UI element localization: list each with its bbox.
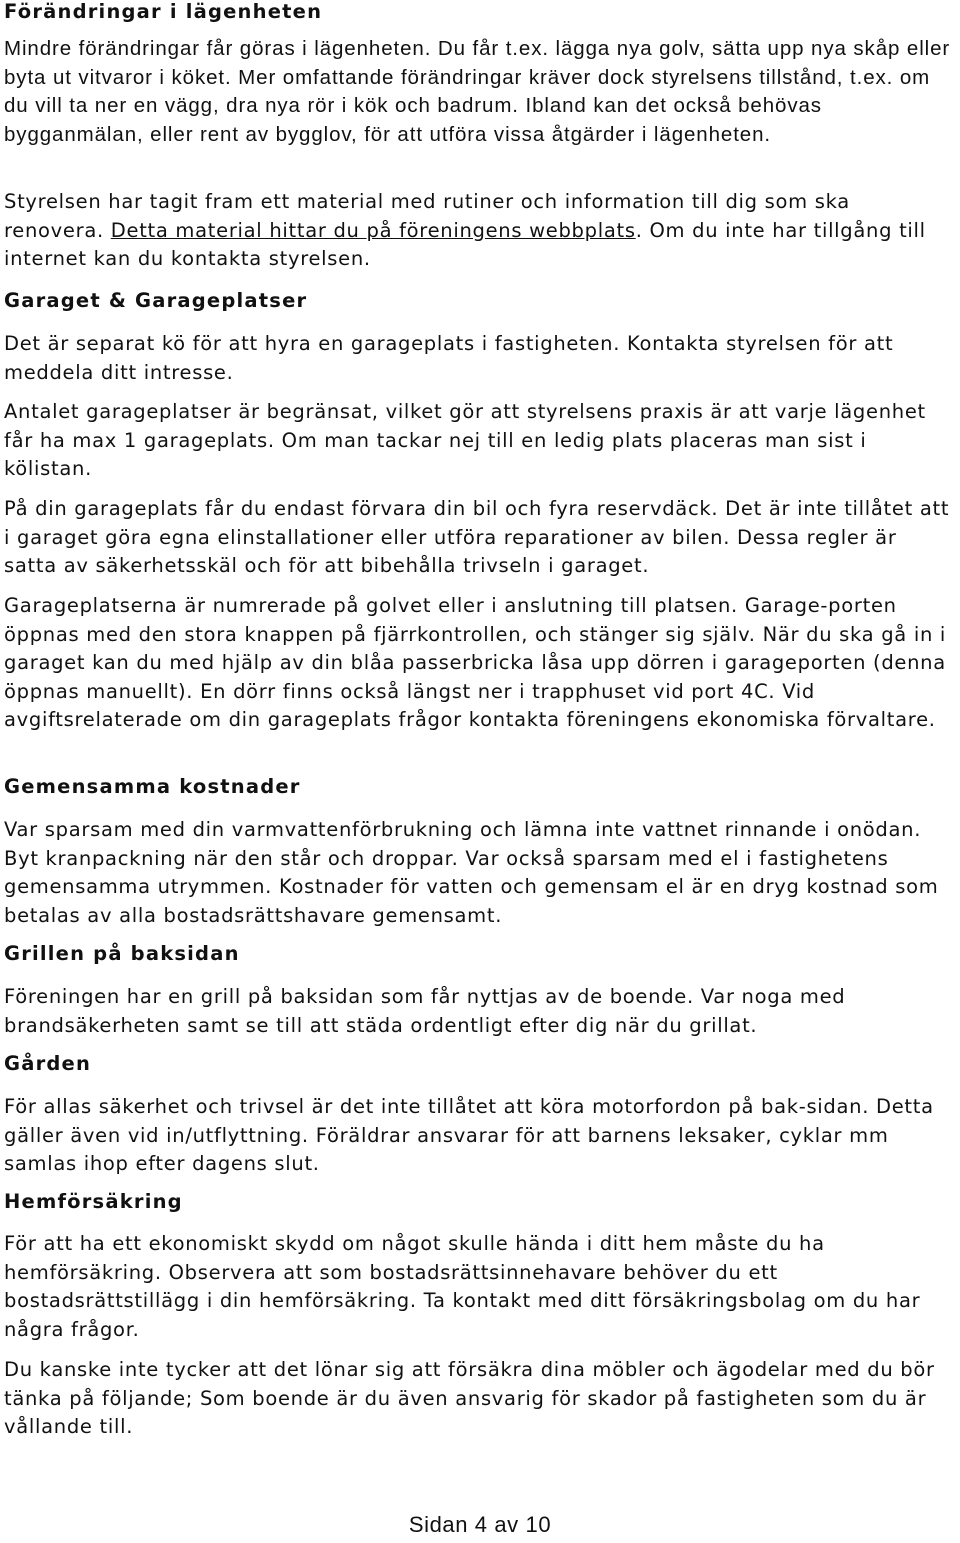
- heading-garage: Garaget & Garageplatser: [4, 289, 308, 312]
- heading-insurance: Hemförsäkring: [4, 1190, 183, 1213]
- changes-paragraph-2: [4, 188, 956, 274]
- changes-paragraph-2-start: Styrelsen har tagit fram ett material med rutiner och information till dig som ska renovera.: [4, 190, 850, 242]
- grill-paragraph-1: Föreningen har en grill på baksidan som får nyttjas av de boende. Var noga med brandsäkerheten samt se till att städa ordentligt efter dig när du grillat.: [4, 985, 846, 1037]
- insurance-paragraph-1: För att ha ett ekonomiskt skydd om något skulle hända i ditt hem måste du ha hemförsäkring. Observera att som bostadsrättsinnehavare behöver du ett bostadsrättstillägg i din hemförsäkring. Ta kontakt med ditt försäkringsbolag om du har några frågor.: [4, 1232, 921, 1341]
- garage-paragraph-2: Antalet garageplatser är begränsat, vilket gör att styrelsens praxis är att varje lägenhet får ha max 1 garageplats. Om man tackar nej till en ledig plats placeras man sist i kölistan.: [4, 400, 926, 480]
- costs-paragraph-1: Var sparsam med din varmvattenförbrukning och lämna inte vattnet rinnande i onödan. Byt kranpackning när den står och droppar. Var också sparsam med el i fastighetens gemensamma utrymmen. Kostnader för vatten och gemensam el är en dryg kostnad som betalas av alla bostadsrättshavare gemensamt.: [4, 818, 939, 927]
- changes-paragraph-block: [4, 35, 956, 149]
- heading-yard: Gården: [4, 1052, 92, 1075]
- website-link[interactable]: Detta material hittar du på föreningens webbplats: [110, 218, 636, 242]
- garage-paragraph-4: Garageplatserna är numrerade på golvet eller i anslutning till platsen. Garage-porten öppnas med den stora knappen på fjärrkontrollen, och stänger sig själv. När du ska gå in i garaget kan du med hjälp av din blåa passerbricka låsa upp dörren i garageporten (denna öppnas manuellt). En dörr finns också längst ner i trapphuset vid port 4C. Vid avgiftsrelaterade om din garageplats frågor kontakta föreningens ekonomiska förvaltare.: [4, 594, 947, 731]
- garage-paragraph-1: Det är separat kö för att hyra en garageplats i fastigheten. Kontakta styrelsen för att meddela ditt intresse.: [4, 332, 894, 384]
- heading-grill: Grillen på baksidan: [4, 942, 240, 965]
- insurance-paragraph-2: Du kanske inte tycker att det lönar sig att försäkra dina möbler och ägodelar med du bör tänka på följande; Som boende är du även ansvarig för skador på fastigheten som du är vållande till.: [4, 1358, 935, 1438]
- changes-paragraph-2-block: [4, 188, 956, 274]
- heading-costs: Gemensamma kostnader: [4, 775, 301, 798]
- page-number: Sidan 4 av 10: [408, 1512, 552, 1537]
- changes-paragraph-1: Mindre förändringar får göras i lägenheten. Du får t.ex. lägga nya golv, sätta upp nya skåp eller byta ut vitvaror i köket. Mer omfattande förändringar kräver dock styrelsens tillstånd, t.ex. om du vill ta ner en vägg, dra nya rör i kök och badrum. Ibland kan det också behövas bygganmälan, eller rent av bygglov, för att utföra vissa åtgärder i lägenheten.: [4, 37, 951, 146]
- garage-paragraph-3: På din garageplats får du endast förvara din bil och fyra reservdäck. Det är inte tillåtet att i garaget göra egna elinstallationer eller utföra reparationer av bilen. Dessa regler är satta av säkerhetsskäl och för att bibehålla trivseln i garaget.: [4, 497, 950, 577]
- yard-paragraph-1: För allas säkerhet och trivsel är det inte tillåtet att köra motorfordon på bak-sidan. Detta gäller även vid in/utflyttning. Föräldrar ansvarar för att barnens leksaker, cyklar mm samlas ihop efter dagens slut.: [4, 1095, 934, 1175]
- heading-changes: Förändringar i lägenheten: [4, 0, 323, 23]
- changes-paragraph-2-end: . Om du inte har tillgång till internet kan du kontakta styrelsen.: [4, 218, 926, 270]
